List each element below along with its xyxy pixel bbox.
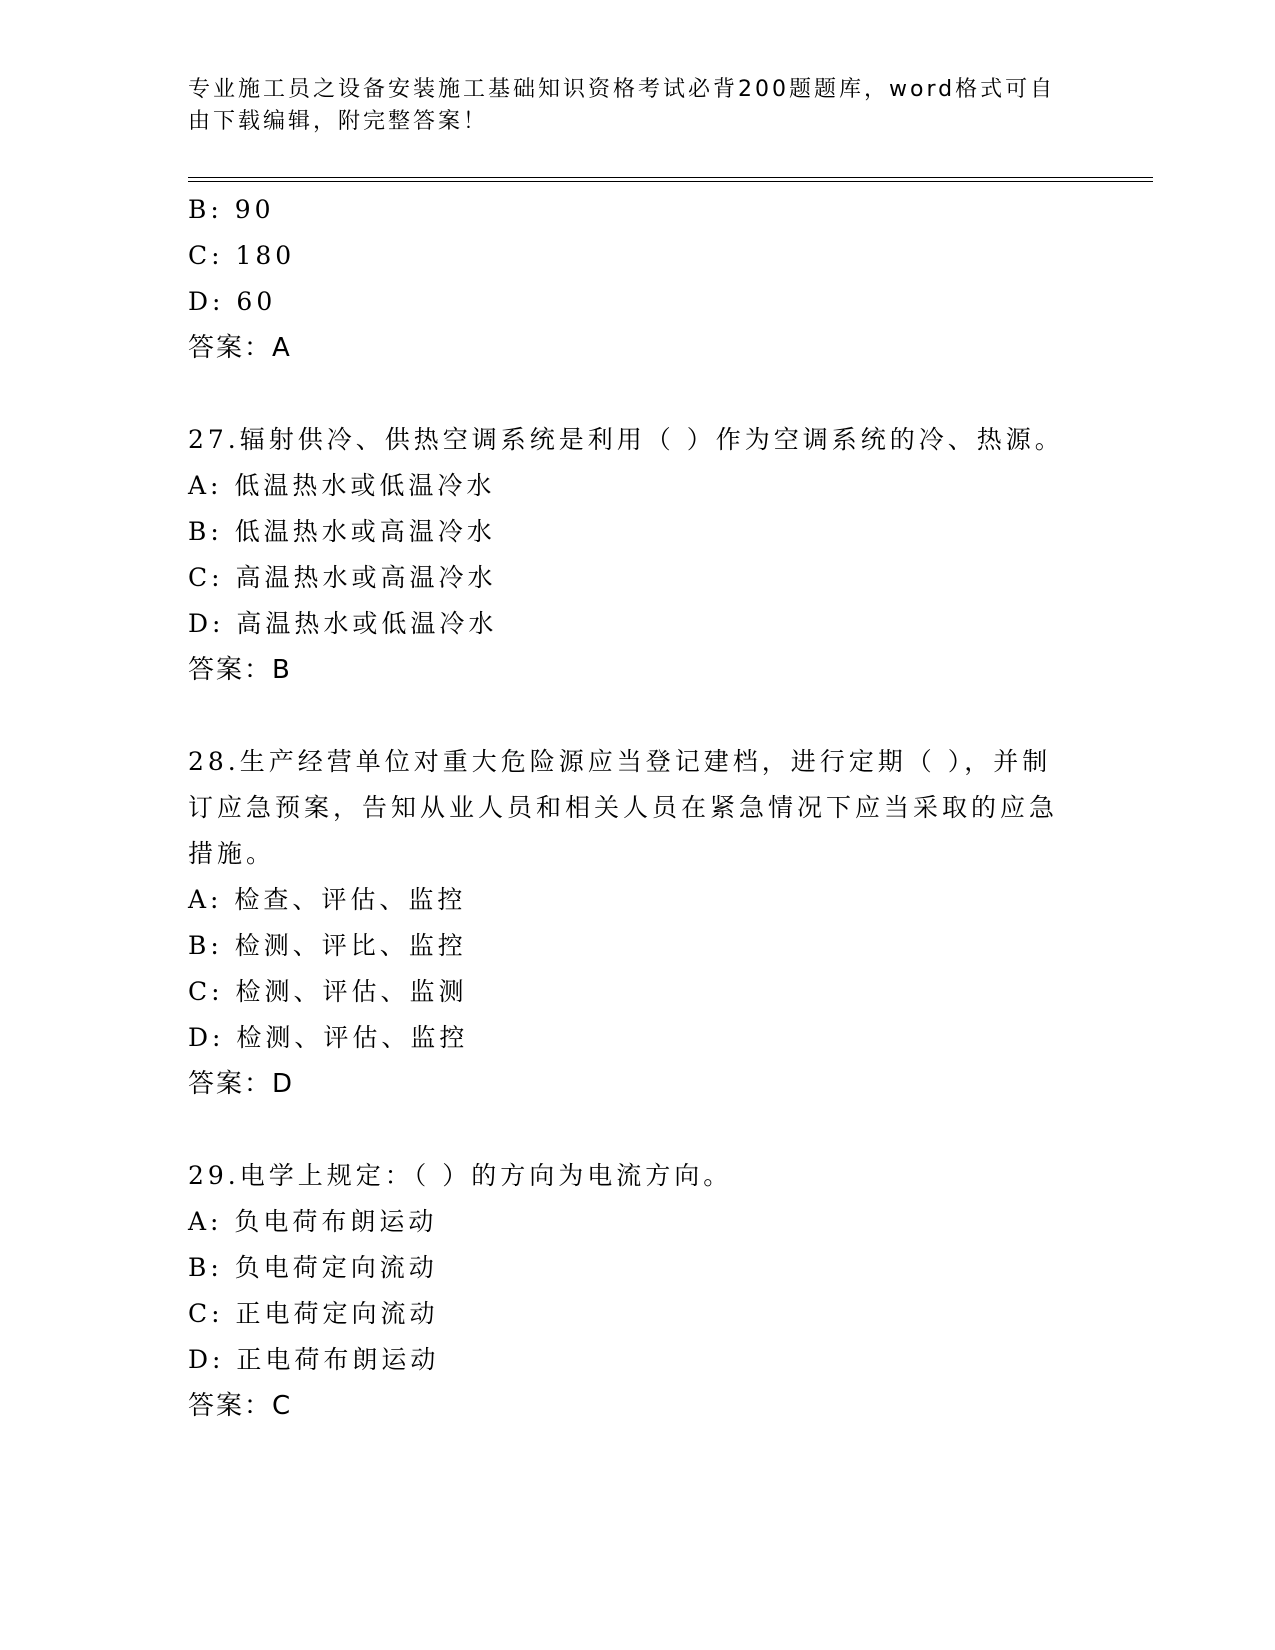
option-a: A: 负电荷布朗运动: [188, 1207, 438, 1236]
option-c: C: 检测、评估、监测: [188, 977, 468, 1006]
option-a: A: 检查、评估、监控: [188, 885, 467, 914]
option-b: B: 检测、评比、监控: [188, 931, 467, 960]
option-d: D: 60: [188, 287, 277, 316]
question-stem-line-3: 措施。: [188, 839, 276, 868]
answer-line: 答案：D: [188, 1069, 295, 1099]
question-28: [188, 739, 1068, 1107]
question-29: [188, 1153, 1068, 1429]
option-d: D: 高温热水或低温冷水: [188, 609, 498, 638]
question-stem-line-1: 28.生产经营单位对重大危险源应当登记建档，进行定期（ ），并制: [188, 747, 1052, 776]
option-c: C: 180: [188, 241, 296, 270]
answer-line: 答案：A: [188, 333, 292, 363]
option-d: D: 正电荷布朗运动: [188, 1345, 440, 1374]
option-c: C: 正电荷定向流动: [188, 1299, 439, 1328]
answer-line: 答案：C: [188, 1391, 293, 1421]
option-b: B: 低温热水或高温冷水: [188, 517, 496, 546]
question-stem-line-2: 订应急预案，告知从业人员和相关人员在紧急情况下应当采取的应急: [188, 793, 1059, 822]
question-26-continued: [188, 187, 1068, 371]
question-stem: 27.辐射供冷、供热空调系统是利用（ ）作为空调系统的冷、热源。: [188, 425, 1064, 454]
option-a: A: 低温热水或低温冷水: [188, 471, 496, 500]
question-stem: 29.电学上规定：（ ）的方向为电流方向。: [188, 1161, 733, 1190]
question-list: [188, 187, 1068, 1429]
option-b: B: 90: [188, 195, 275, 224]
option-d: D: 检测、评估、监控: [188, 1023, 469, 1052]
answer-line: 答案：B: [188, 655, 292, 685]
document-header: [188, 74, 1068, 138]
header-title: 专业施工员之设备安装施工基础知识资格考试必背200题题库，word格式可自由下载编辑，附完整答案！: [188, 77, 1056, 134]
option-c: C: 高温热水或高温冷水: [188, 563, 497, 592]
question-27: [188, 417, 1068, 693]
header-divider: [188, 177, 1153, 182]
option-b: B: 负电荷定向流动: [188, 1253, 438, 1282]
